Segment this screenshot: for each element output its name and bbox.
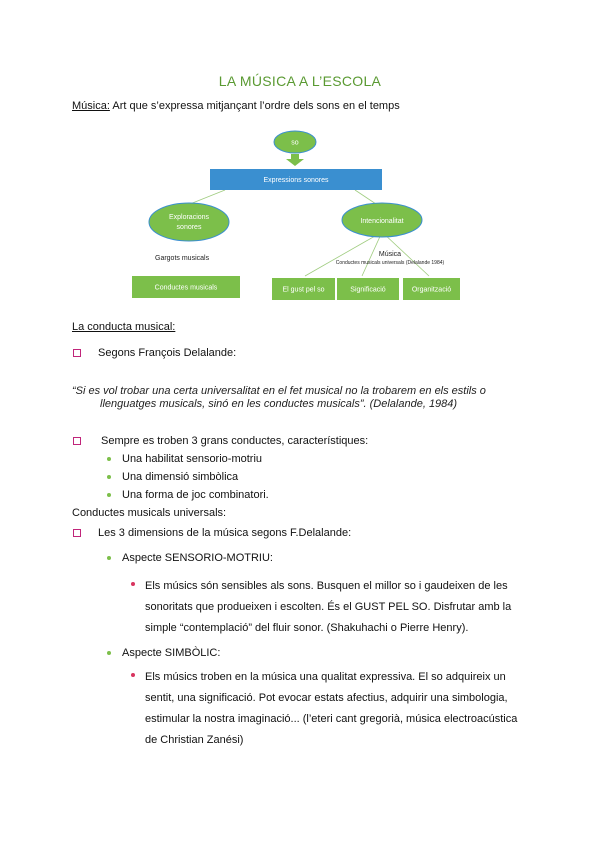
- sub-item-2: Una dimensió simbòlica: [122, 471, 239, 483]
- node-exploracions-label-2: sonores: [176, 224, 202, 231]
- node-exploracions-label-1: Exploracions: [168, 214, 210, 221]
- node-significacio-label: Significació: [350, 286, 386, 294]
- section-heading: La conducta musical:: [72, 321, 176, 333]
- definition-text: Art que s’expressa mitjançant l’ordre dels sons en el temps: [109, 100, 400, 112]
- concept-diagram: [125, 128, 470, 308]
- definition-term: Música:: [72, 100, 110, 112]
- green-dot-icon: [107, 493, 111, 497]
- node-intencionalitat-label: Intencionalitat: [360, 218, 404, 225]
- square-bullet-icon: [73, 529, 81, 537]
- aspect-sensorio-motriu: Aspecte SENSORIO-MOTRIU:: [122, 552, 273, 564]
- green-dot-icon: [107, 457, 111, 461]
- green-dot-icon: [107, 651, 111, 655]
- definition: [72, 100, 400, 112]
- green-dot-icon: [107, 556, 111, 560]
- node-conductes-label: Conductes musicals: [154, 284, 218, 292]
- bullet-conductes: Sempre es troben 3 grans conductes, característiques:: [101, 435, 369, 447]
- node-musica: Música: [378, 251, 402, 258]
- sub-item-1: Una habilitat sensorio-motriu: [122, 453, 263, 465]
- aspect2-line: Els músics troben en la música una qualitat expressiva. El so adquireix un: [145, 671, 506, 683]
- universal-heading: Conductes musicals universals:: [72, 507, 227, 519]
- square-bullet-icon: [73, 437, 81, 445]
- node-exploracions: [149, 203, 229, 241]
- sub-item-3: Una forma de joc combinatori.: [122, 489, 269, 501]
- red-dot-icon: [131, 582, 135, 586]
- aspect2-paragraph: [145, 667, 535, 751]
- aspect1-paragraph: [145, 576, 525, 639]
- node-so-label: so: [291, 139, 299, 147]
- node-expressions-label: Expressions sonores: [263, 177, 329, 184]
- square-bullet-icon: [73, 349, 81, 357]
- aspect2-line: sentit, una significació. Pot evocar estats afectius, adquirir una simbologia,: [145, 692, 508, 704]
- arrow-down-icon: [286, 154, 304, 166]
- bullet-dimensions: Les 3 dimensions de la música segons F.Delalande:: [98, 527, 352, 539]
- aspect1-line: simple “contemplació” del fluir sonor. (Shakuhachi o Pierre Henry).: [145, 622, 469, 634]
- red-dot-icon: [131, 673, 135, 677]
- node-gargots: Gargots musicals: [155, 255, 210, 262]
- aspect2-line: estimular la nostra imaginació... (l’eteri cant gregorià, música electroacústica: [145, 713, 518, 725]
- aspect-simbolic: Aspecte SIMBÒLIC:: [122, 647, 221, 659]
- aspect2-line: de Christian Zanési): [145, 734, 244, 746]
- quote-line-2: llenguatges musicals, sinó en les conductes musicals”. (Delalande, 1984): [100, 398, 458, 410]
- node-musica-sub: Conductes musicals universals (Delalande 1984): [335, 260, 445, 266]
- node-gust-label: El gust pel so: [282, 286, 325, 294]
- bullet-delalande: Segons François Delalande:: [98, 347, 237, 359]
- page-title: LA MÚSICA A L’ESCOLA: [218, 73, 382, 89]
- node-organitzacio-label: Organització: [411, 286, 452, 294]
- aspect1-line: sonoritats que produeixen i escolten. És el GUST PEL SO. Disfrutar amb la: [145, 601, 512, 613]
- quote-line-1: “Si es vol trobar una certa universalitat en el fet musical no la trobarem en els estils o: [72, 385, 486, 397]
- green-dot-icon: [107, 475, 111, 479]
- aspect1-line: Els músics són sensibles als sons. Busquen el millor so i gaudeixen de les: [145, 580, 508, 592]
